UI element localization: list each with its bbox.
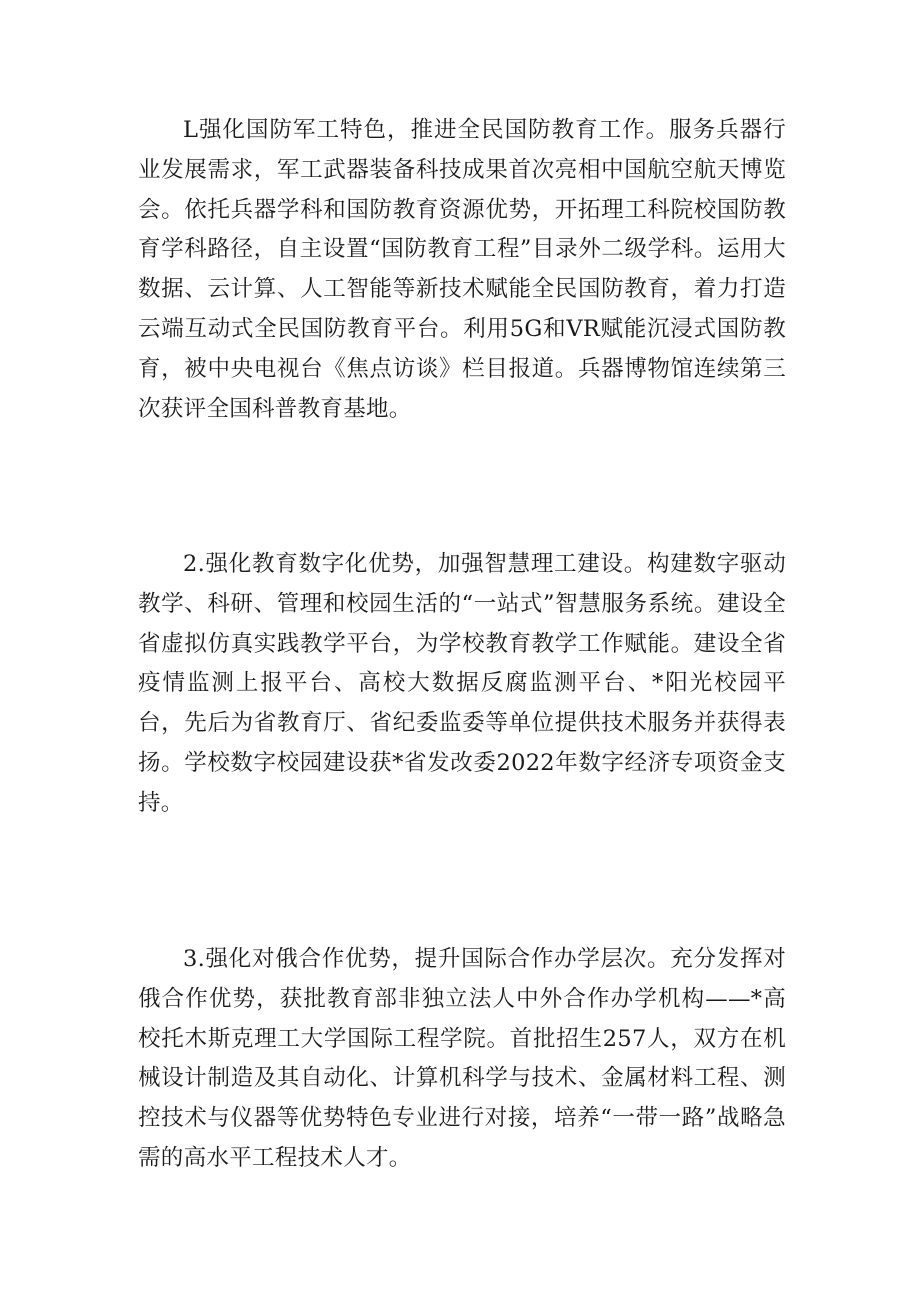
paragraph-russia-cooperation: 3.强化对俄合作优势，提升国际合作办学层次。充分发挥对俄合作优势，获批教育部非独立法人中外合作办学机构——*高校托木斯克理工大学国际工程学院。首批招生257人，双方在机械设计制造及其自动化、计算机科学与技术、金属材料工程、测控技术与仪器等优势特色专业进行对接，培养“一带一路”战略急需的高水平工程技术人才。 [138, 946, 786, 1171]
paragraph-digital-campus: 2.强化教育数字化优势，加强智慧理工建设。构建数字驱动教学、科研、管理和校园生活的“一站式”智慧服务系统。建设全省虚拟仿真实践教学平台，为学校教育教学工作赋能。建设全省疫情监测上报平台、高校大数据反腐监测平台、*阳光校园平台，先后为省教育厅、省纪委监委等单位提供技术服务并获得表扬。学校数字校园建设获*省发改委2022年数字经济专项资金支持。 [138, 551, 786, 816]
paragraph-defense-education: L强化国防军工特色，推进全民国防教育工作。服务兵器行业发展需求，军工武器装备科技成果首次亮相中国航空航天博览会。依托兵器学科和国防教育资源优势，开拓理工科院校国防教育学科路径，自主设置“国防教育工程”目录外二级学科。运用大数据、云计算、人工智能等新技术赋能全民国防教育，着力打造云端互动式全民国防教育平台。利用5G和VR赋能沉浸式国防教育，被中央电视台《焦点访谈》栏目报道。兵器博物馆连续第三次获评全国科普教育基地。 [138, 117, 786, 422]
